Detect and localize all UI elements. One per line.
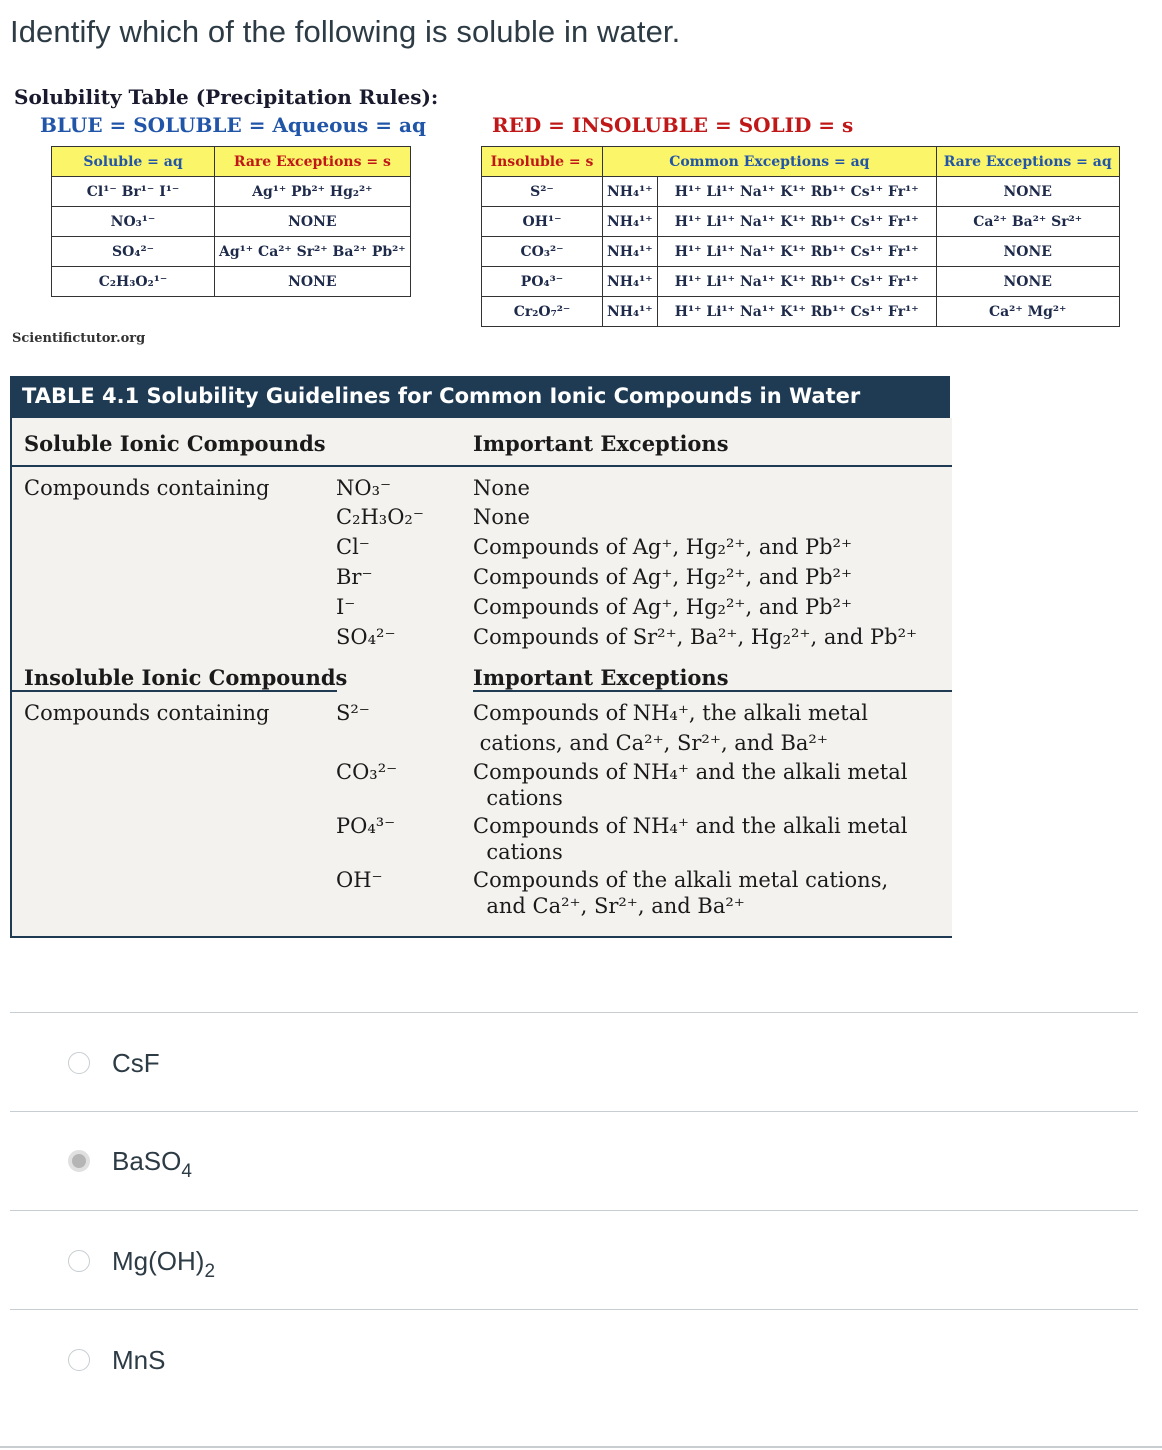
- soluble-ion: C₂H₃O₂¹⁻: [52, 267, 215, 297]
- soluble-ion: I⁻: [336, 595, 356, 619]
- option-label-text: MnS: [112, 1344, 166, 1375]
- insoluble-rule-left: [12, 690, 337, 692]
- soluble-ion: Cl¹⁻ Br¹⁻ I¹⁻: [52, 177, 215, 207]
- table-body: [10, 418, 952, 938]
- insoluble-ion: Cr₂O₇²⁻: [482, 297, 603, 327]
- option-label-subscript: 2: [204, 1260, 216, 1282]
- option-label-text: CsF: [112, 1047, 160, 1078]
- option-label-subscript: 4: [181, 1160, 192, 1182]
- common-exception-cations: H¹⁺ Li¹⁺ Na¹⁺ K¹⁺ Rb¹⁺ Cs¹⁺ Fr¹⁺: [657, 297, 936, 327]
- common-exception: NH₄¹⁺: [603, 207, 658, 237]
- option-label: [112, 1345, 165, 1376]
- soluble-label: Compounds containing: [24, 476, 270, 500]
- insoluble-ion: PO₄³⁻: [482, 267, 603, 297]
- radio-button[interactable]: [68, 1349, 90, 1371]
- bottom-divider: [0, 1446, 1162, 1448]
- common-exceptions-header: Common Exceptions = aq: [603, 147, 937, 177]
- option-label: [112, 1048, 160, 1079]
- option-divider: [10, 1210, 1138, 1211]
- insoluble-ion: OH¹⁻: [482, 207, 603, 237]
- exceptions-heading: Important Exceptions: [473, 431, 729, 456]
- insoluble-heading: Insoluble Ionic Compounds: [24, 665, 348, 690]
- insoluble-exception: Compounds of NH₄⁺ and the alkali metal: [473, 814, 908, 838]
- option-divider: [10, 1012, 1138, 1013]
- insoluble-ion: S²⁻: [336, 701, 370, 725]
- soluble-ion: Cl⁻: [336, 535, 370, 559]
- insoluble-ion: CO₃²⁻: [336, 760, 398, 784]
- table-caption-bar: [10, 376, 950, 418]
- rare-exception: NONE: [215, 207, 411, 237]
- rare-exception: NONE: [936, 237, 1119, 267]
- answer-option-mns[interactable]: [68, 1340, 165, 1380]
- insoluble-label: Compounds containing: [24, 701, 270, 725]
- soluble-exception: Compounds of Ag⁺, Hg₂²⁺, and Pb²⁺: [473, 595, 853, 619]
- insoluble-rule-right: [473, 690, 952, 692]
- soluble-exception: Compounds of Ag⁺, Hg₂²⁺, and Pb²⁺: [473, 535, 853, 559]
- answer-option-baso4[interactable]: [68, 1141, 192, 1181]
- common-exception-cations: H¹⁺ Li¹⁺ Na¹⁺ K¹⁺ Rb¹⁺ Cs¹⁺ Fr¹⁺: [657, 237, 936, 267]
- option-label: [112, 1145, 192, 1182]
- rare-exception: Ca²⁺ Mg²⁺: [936, 297, 1119, 327]
- insoluble-exception: Compounds of NH₄⁺ and the alkali metal: [473, 760, 908, 784]
- insoluble-ion: S²⁻: [482, 177, 603, 207]
- rare-exception: NONE: [936, 267, 1119, 297]
- question-text: Identify which of the following is soluble in water.: [10, 14, 681, 49]
- insoluble-table: [481, 146, 1120, 327]
- insoluble-ion: PO₄³⁻: [336, 814, 396, 838]
- common-exception: NH₄¹⁺: [603, 297, 658, 327]
- soluble-table: [51, 146, 411, 297]
- header-rule: [12, 465, 952, 467]
- common-exception-cations: H¹⁺ Li¹⁺ Na¹⁺ K¹⁺ Rb¹⁺ Cs¹⁺ Fr¹⁺: [657, 207, 936, 237]
- common-exception: NH₄¹⁺: [603, 177, 658, 207]
- radio-button[interactable]: [68, 1052, 90, 1074]
- option-divider: [10, 1309, 1138, 1310]
- soluble-ion: Br⁻: [336, 565, 373, 589]
- rare-exception: Ag¹⁺ Ca²⁺ Sr²⁺ Ba²⁺ Pb²⁺: [215, 237, 411, 267]
- soluble-exception: None: [473, 505, 530, 529]
- common-exception-cations: H¹⁺ Li¹⁺ Na¹⁺ K¹⁺ Rb¹⁺ Cs¹⁺ Fr¹⁺: [657, 177, 936, 207]
- option-label: [112, 1245, 216, 1282]
- credit-text: Scientifictutor.org: [12, 331, 146, 346]
- soluble-exception: Compounds of Ag⁺, Hg₂²⁺, and Pb²⁺: [473, 565, 853, 589]
- answer-option-csf[interactable]: [68, 1043, 160, 1083]
- radio-button[interactable]: [68, 1250, 90, 1272]
- soluble-ion: SO₄²⁻: [52, 237, 215, 267]
- option-divider: [10, 1111, 1138, 1112]
- soluble-heading: Soluble Ionic Compounds: [24, 431, 326, 456]
- insoluble-exception: Compounds of NH₄⁺, the alkali metal: [473, 701, 868, 725]
- insoluble-header: Insoluble = s: [482, 147, 603, 177]
- table-caption: TABLE 4.1 Solubility Guidelines for Common Ionic Compounds in Water: [22, 384, 861, 408]
- answer-option-mgoh2[interactable]: [68, 1241, 215, 1281]
- rare-exceptions-header: Rare Exceptions = s: [215, 147, 411, 177]
- radio-button-selected[interactable]: [68, 1150, 90, 1172]
- insoluble-exception: cations: [473, 786, 563, 810]
- soluble-ion: C₂H₃O₂⁻: [336, 505, 424, 529]
- option-label-text: BaSO: [112, 1145, 182, 1176]
- soluble-exception: None: [473, 476, 530, 500]
- common-exception: NH₄¹⁺: [603, 267, 658, 297]
- rare-exceptions-header: Rare Exceptions = aq: [936, 147, 1119, 177]
- soluble-legend: BLUE = SOLUBLE = Aqueous = aq: [40, 113, 426, 137]
- solubility-table-image: [10, 85, 1125, 355]
- table-4-1-image: [10, 376, 950, 938]
- soluble-ion: SO₄²⁻: [336, 625, 396, 649]
- solubility-title: Solubility Table (Precipitation Rules):: [14, 85, 439, 109]
- insoluble-exception: and Ca²⁺, Sr²⁺, and Ba²⁺: [473, 894, 745, 918]
- rare-exception: NONE: [936, 177, 1119, 207]
- insoluble-ion: OH⁻: [336, 868, 383, 892]
- rare-exception: Ca²⁺ Ba²⁺ Sr²⁺: [936, 207, 1119, 237]
- common-exception: NH₄¹⁺: [603, 237, 658, 267]
- soluble-exception: Compounds of Sr²⁺, Ba²⁺, Hg₂²⁺, and Pb²⁺: [473, 625, 918, 649]
- insoluble-legend: RED = INSOLUBLE = SOLID = s: [492, 113, 854, 137]
- rare-exception: Ag¹⁺ Pb²⁺ Hg₂²⁺: [215, 177, 411, 207]
- common-exception-cations: H¹⁺ Li¹⁺ Na¹⁺ K¹⁺ Rb¹⁺ Cs¹⁺ Fr¹⁺: [657, 267, 936, 297]
- insoluble-exception: Compounds of the alkali metal cations,: [473, 868, 889, 892]
- insoluble-ion: CO₃²⁻: [482, 237, 603, 267]
- rare-exception: NONE: [215, 267, 411, 297]
- option-label-text: Mg(OH): [112, 1245, 205, 1276]
- soluble-ion: NO₃¹⁻: [52, 207, 215, 237]
- insoluble-exceptions-heading: Important Exceptions: [473, 665, 729, 690]
- insoluble-exception: cations, and Ca²⁺, Sr²⁺, and Ba²⁺: [473, 731, 828, 755]
- soluble-header: Soluble = aq: [52, 147, 215, 177]
- soluble-ion: NO₃⁻: [336, 476, 392, 500]
- insoluble-exception: cations: [473, 840, 563, 864]
